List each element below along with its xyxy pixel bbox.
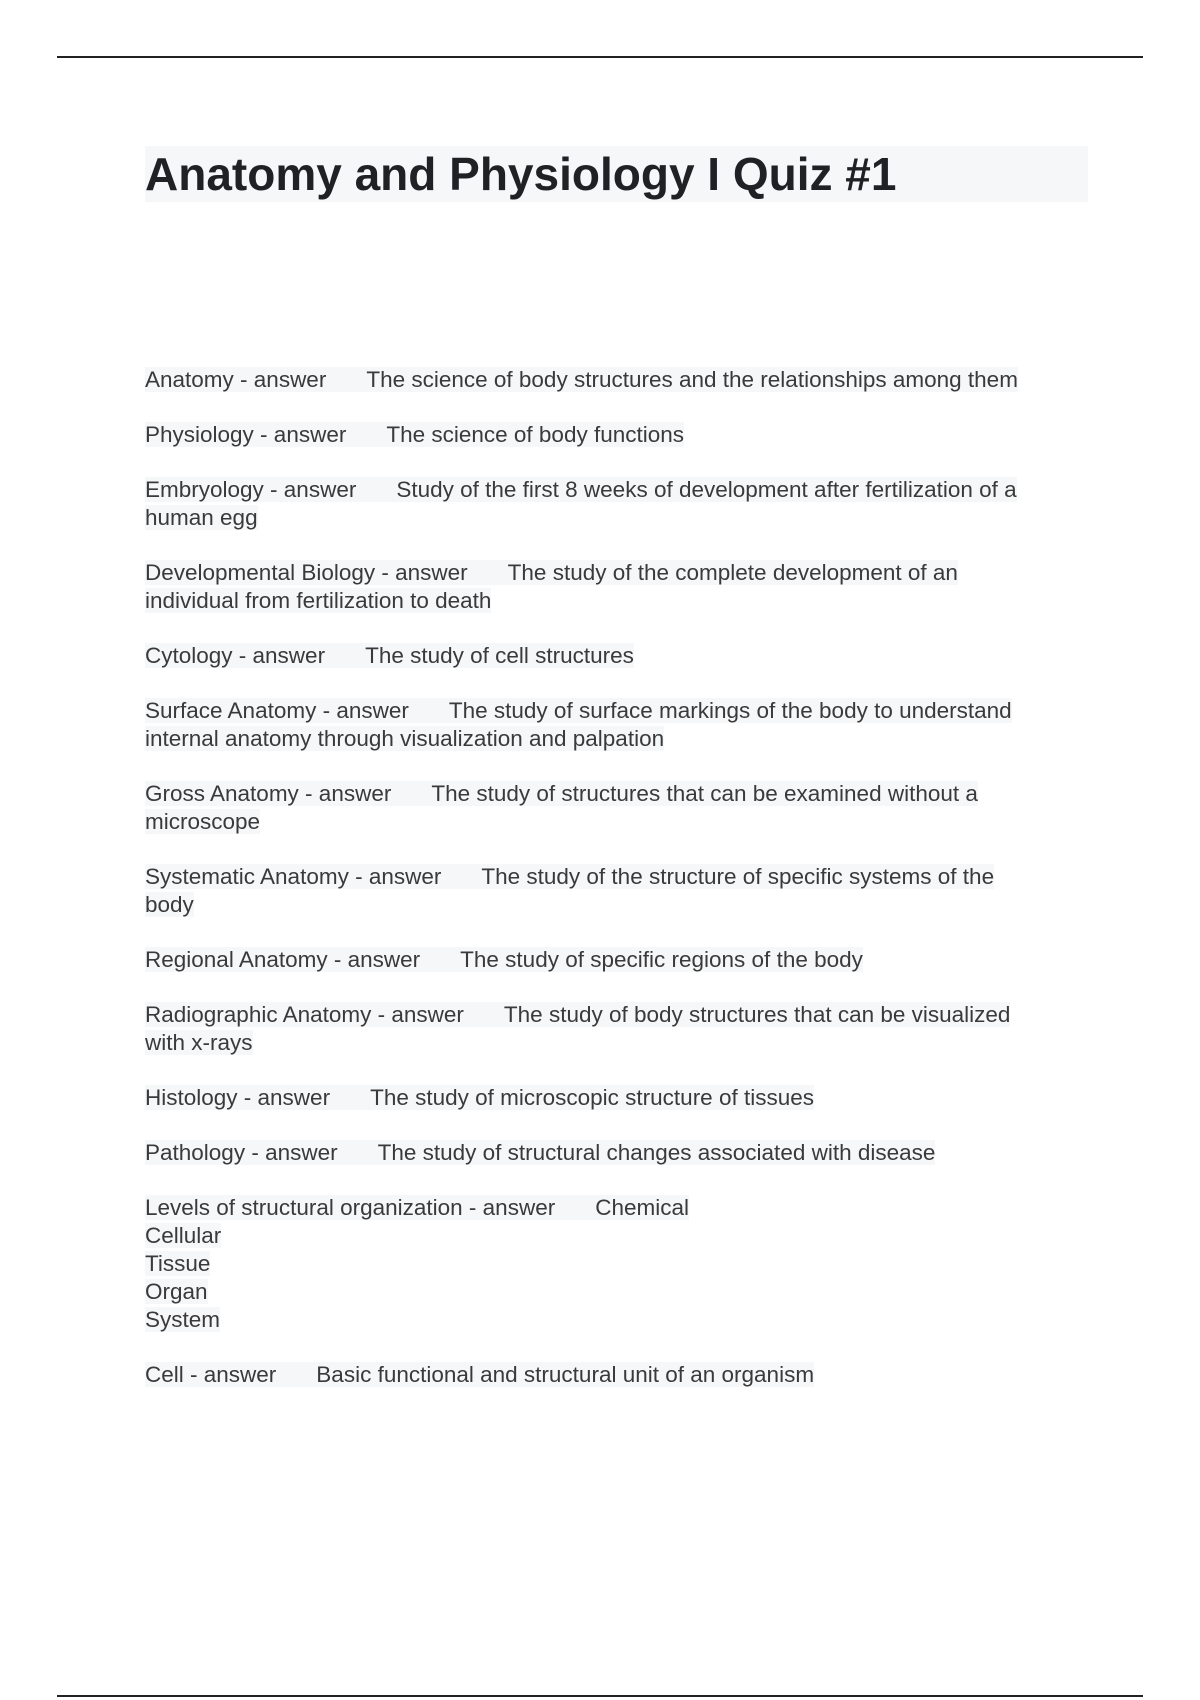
card-first-line — [145, 367, 1018, 392]
card-first-line — [145, 947, 863, 972]
card-definition: The study of surface markings of the body to understand — [448, 698, 1012, 723]
card-first-line — [145, 1140, 935, 1165]
card-first-line — [145, 698, 1012, 723]
card-definition: Study of the first 8 weeks of development after fertilization of a — [396, 477, 1017, 502]
flashcard — [145, 1001, 1095, 1057]
card-list-item: Tissue — [145, 1251, 211, 1276]
card-definition: The study of structures that can be examined without a — [431, 781, 978, 806]
card-term: Radiographic Anatomy - answer — [145, 1002, 464, 1027]
flashcard — [145, 1084, 1095, 1112]
card-definition: The study of the structure of specific systems of the — [481, 864, 995, 889]
top-divider — [57, 56, 1143, 58]
card-definition: Chemical — [595, 1195, 689, 1220]
flashcard — [145, 476, 1095, 532]
card-first-line — [145, 864, 994, 889]
card-first-line — [145, 477, 1017, 502]
card-term: Anatomy - answer — [145, 367, 327, 392]
flashcard — [145, 1139, 1095, 1167]
card-definition: The study of cell structures — [365, 643, 634, 668]
card-term: Gross Anatomy - answer — [145, 781, 392, 806]
flashcard — [145, 366, 1095, 394]
card-first-line — [145, 560, 958, 585]
card-definition: The science of body structures and the relationships among them — [366, 367, 1018, 392]
card-definition: The study of body structures that can be visualized — [503, 1002, 1011, 1027]
card-definition-continued: individual from fertilization to death — [145, 588, 492, 613]
card-first-line — [145, 781, 978, 806]
title-banner — [145, 146, 1088, 202]
card-definition-continued: internal anatomy through visualization and palpation — [145, 726, 665, 751]
card-term: Embryology - answer — [145, 477, 357, 502]
card-first-line — [145, 422, 684, 447]
card-definition: The study of structural changes associated with disease — [377, 1140, 936, 1165]
card-term: Histology - answer — [145, 1085, 331, 1110]
card-term: Regional Anatomy - answer — [145, 947, 421, 972]
bottom-divider — [57, 1695, 1143, 1697]
card-list-item: Cellular — [145, 1223, 222, 1248]
flashcard — [145, 642, 1095, 670]
card-first-line — [145, 1362, 814, 1387]
card-definition: The study of the complete development of an — [507, 560, 958, 585]
card-first-line — [145, 1085, 814, 1110]
flashcard — [145, 1361, 1095, 1389]
card-definition-continued: with x-rays — [145, 1030, 253, 1055]
card-list-item: Organ — [145, 1279, 208, 1304]
card-term: Cytology - answer — [145, 643, 326, 668]
page-title: Anatomy and Physiology I Quiz #1 — [145, 148, 897, 200]
flashcard — [145, 863, 1095, 919]
flashcard — [145, 1194, 1095, 1334]
card-term: Developmental Biology - answer — [145, 560, 468, 585]
card-definition: The study of microscopic structure of tissues — [370, 1085, 814, 1110]
card-term: Levels of structural organization - answer — [145, 1195, 556, 1220]
flashcard — [145, 780, 1095, 836]
flashcard — [145, 421, 1095, 449]
card-term: Physiology - answer — [145, 422, 347, 447]
card-definition-continued: body — [145, 892, 194, 917]
card-definition-continued: microscope — [145, 809, 261, 834]
card-first-line — [145, 1002, 1010, 1027]
card-term: Surface Anatomy - answer — [145, 698, 409, 723]
card-first-line — [145, 643, 634, 668]
card-first-line — [145, 1195, 689, 1220]
flashcard — [145, 697, 1095, 753]
card-term: Systematic Anatomy - answer — [145, 864, 442, 889]
card-definition-continued: human egg — [145, 505, 258, 530]
flashcard — [145, 559, 1095, 615]
card-term: Cell - answer — [145, 1362, 277, 1387]
card-definition: The science of body functions — [386, 422, 685, 447]
card-definition: Basic functional and structural unit of an organism — [316, 1362, 815, 1387]
card-term: Pathology - answer — [145, 1140, 338, 1165]
flashcard-list — [145, 366, 1095, 1416]
card-definition: The study of specific regions of the body — [460, 947, 863, 972]
card-list-item: System — [145, 1307, 221, 1332]
flashcard — [145, 946, 1095, 974]
